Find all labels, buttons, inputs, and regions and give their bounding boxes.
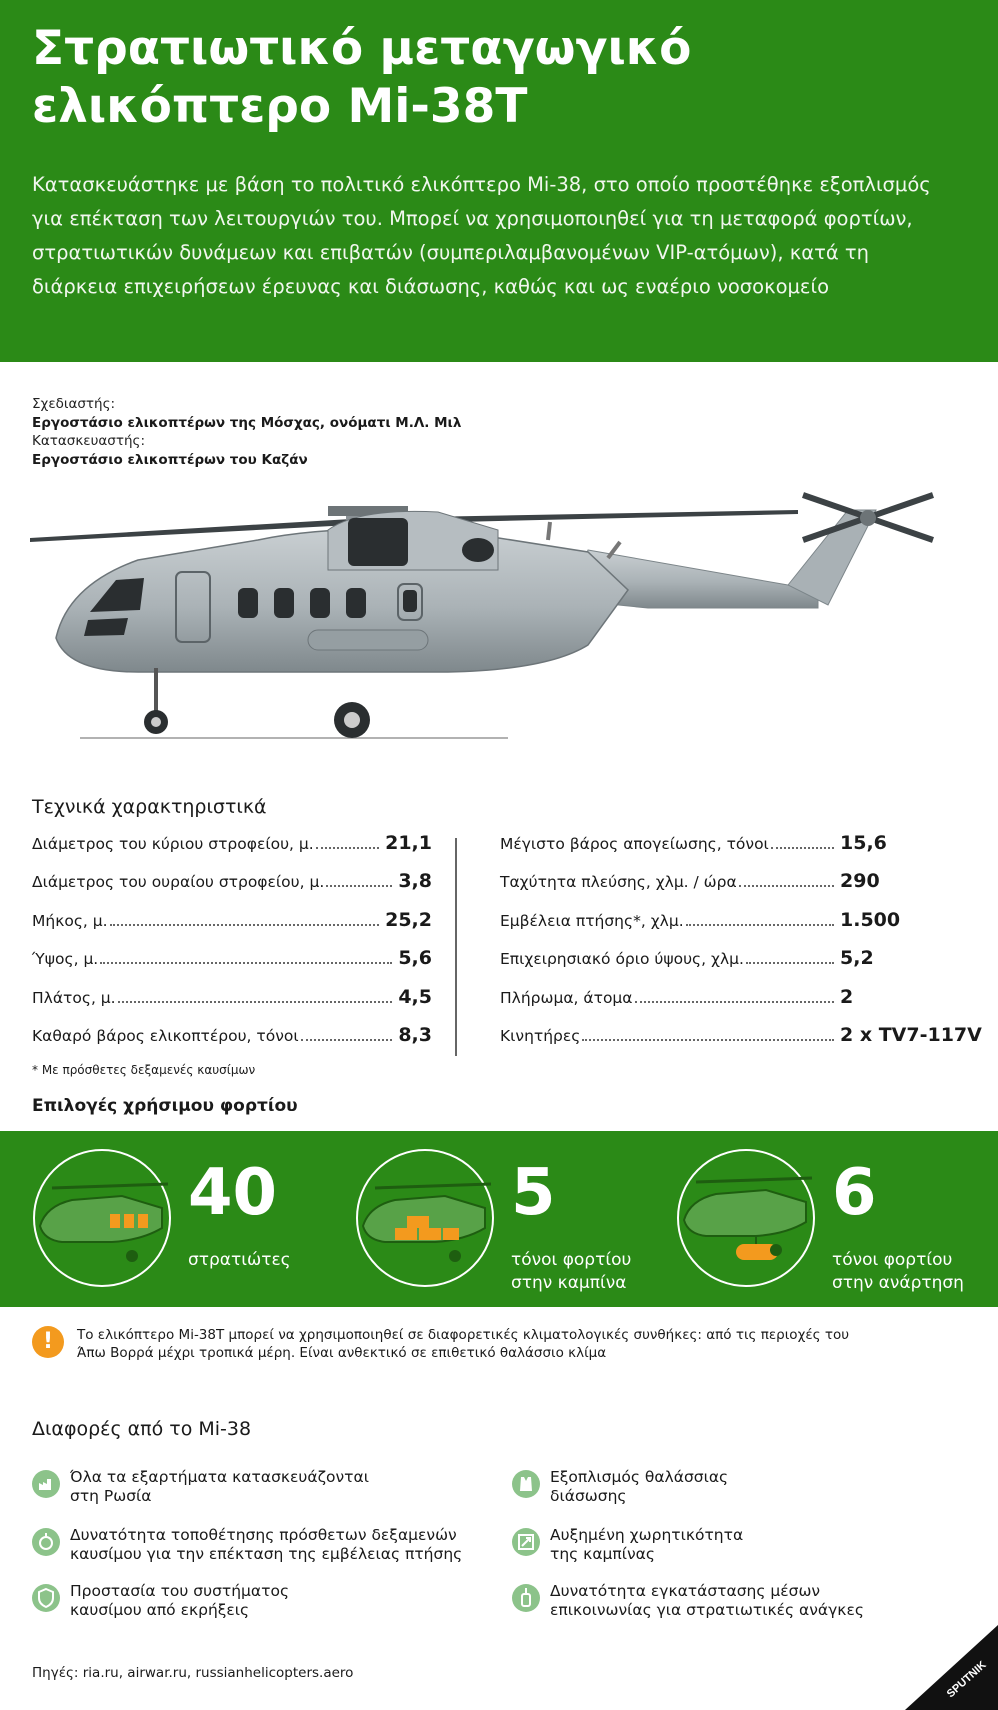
spec-row (32, 986, 432, 1024)
spec-value: 4,5 (398, 985, 432, 1008)
dot-leader (739, 885, 834, 887)
dot-leader (686, 924, 834, 926)
dot-leader (316, 847, 379, 849)
designer-value: Εργοστάσιο ελικοπτέρων της Μόσχας, ονόματι Μ.Λ. Μιλ (32, 414, 462, 431)
factory-icon (32, 1470, 60, 1498)
fuel-tank-icon (32, 1528, 60, 1556)
payload-desc-line1: τόνοι φορτίου (832, 1250, 953, 1270)
payload-number: 6 (832, 1156, 877, 1230)
expand-icon (512, 1528, 540, 1556)
helicopter-cabin-cargo-icon (355, 1148, 495, 1288)
spec-name: Επιχειρησιακό όριο ύψους, χλμ. (500, 950, 744, 969)
spec-name: Διάμετρος του κύριου στροφείου, μ. (32, 835, 314, 853)
spec-value: 2 x TV7-117V (840, 1023, 982, 1046)
spec-name: Εμβέλεια πτήσης*, χλμ. (500, 911, 684, 930)
radio-icon (512, 1584, 540, 1612)
spec-value: 1.500 (840, 908, 901, 931)
dot-leader (635, 1001, 834, 1003)
payload-description (832, 1249, 998, 1295)
spec-row (32, 870, 432, 908)
spec-row (500, 947, 966, 985)
spec-row (32, 832, 432, 870)
spec-name: Καθαρό βάρος ελικοπτέρου, τόνοι (32, 1026, 299, 1045)
designer-label: Σχεδιαστής: (32, 396, 116, 412)
difference-line2: διάσωσης (550, 1487, 627, 1505)
payload-number: 40 (188, 1156, 278, 1230)
spec-value: 15,6 (840, 832, 887, 854)
spec-value: 5,2 (840, 947, 874, 970)
difference-text (550, 1468, 950, 1506)
payload-cabin-cargo (355, 1148, 655, 1293)
spec-row (32, 909, 432, 947)
life-vest-icon (512, 1470, 540, 1498)
spec-row (500, 1023, 982, 1062)
spec-name: Κινητήρες (500, 1026, 581, 1045)
spec-name: Ύψος, μ. (32, 950, 99, 969)
difference-line2: επικοινωνίας για στρατιωτικές ανάγκες (550, 1601, 864, 1619)
difference-text (70, 1468, 470, 1506)
differences-title: Διαφορές από το Mi-38 (32, 1418, 252, 1440)
spec-row (500, 870, 966, 908)
spec-name: Πλήρωμα, άτομα (500, 988, 633, 1007)
helicopter-illustration (28, 490, 968, 750)
sputnik-logo (905, 1625, 998, 1710)
dot-leader (100, 962, 392, 964)
header-banner (0, 0, 998, 362)
spec-name: Ταχύτητα πλεύσης, χλμ. / ώρα (500, 873, 737, 892)
difference-line1: Αυξημένη χωρητικότητα (550, 1526, 744, 1544)
payload-band (0, 1131, 998, 1307)
dot-leader (110, 924, 380, 926)
manufacturer-value: Εργοστάσιο ελικοπτέρων του Καζάν (32, 451, 308, 468)
spec-value: 21,1 (385, 832, 432, 854)
payload-description (511, 1249, 681, 1295)
dot-leader (746, 962, 834, 964)
spec-name: Μέγιστο βάρος απογείωσης, τόνοι (500, 835, 769, 853)
spec-row (32, 947, 432, 985)
payload-desc-line1: στρατιώτες (188, 1250, 291, 1270)
difference-line2: καυσίμου από εκρήξεις (70, 1601, 250, 1619)
difference-line2: στη Ρωσία (70, 1487, 152, 1505)
spec-name: Πλάτος, μ. (32, 988, 116, 1007)
difference-line2: καυσίμου για την επέκταση της εμβέλειας πτήσης (70, 1545, 463, 1563)
specs-footnote: * Με πρόσθετες δεξαμενές καυσίμων (32, 1063, 256, 1077)
dot-leader (771, 847, 834, 849)
difference-text (70, 1582, 470, 1620)
makers-block (32, 395, 461, 469)
specs-divider (455, 838, 457, 1056)
sources: Πηγές: ria.ru, airwar.ru, russianhelicopters.aero (32, 1665, 354, 1681)
difference-line2: της καμπίνας (550, 1545, 655, 1563)
spec-value: 8,3 (398, 1023, 432, 1046)
payload-desc-line2: στην καμπίνα (511, 1273, 627, 1293)
payload-title: Επιλογές χρήσιμου φορτίου (32, 1096, 298, 1116)
payload-sling-cargo (676, 1148, 986, 1293)
spec-row (500, 986, 966, 1024)
difference-line1: Δυνατότητα τοποθέτησης πρόσθετων δεξαμενών (70, 1526, 457, 1544)
payload-desc-line1: τόνοι φορτίου (511, 1250, 632, 1270)
spec-value: 5,6 (398, 947, 432, 970)
logo-text: SPUTNIK (944, 1659, 989, 1701)
difference-text (550, 1582, 950, 1620)
payload-number: 5 (511, 1156, 556, 1230)
difference-line1: Δυνατότητα εγκατάστασης μέσων (550, 1582, 821, 1600)
dot-leader (118, 1001, 393, 1003)
payload-desc-line2: στην ανάρτηση (832, 1273, 964, 1293)
warning-icon: ! (32, 1326, 64, 1358)
intro-paragraph: Κατασκευάστηκε με βάση το πολιτικό ελικόπτερο Mi-38, στο οποίο προστέθηκε εξοπλισμός για επέκταση των λειτουργιών του. Μπορεί να χρησιμοποιηθεί για τη μεταφορά φορτίων, στρατιωτικών δυνάμεων και επιβατών (συμπεριλαμβανομένων VIP-ατόμων), κατά τη διάρκεια επιχειρήσεων έρευνας και διάσωσης, καθώς και ως εναέριο νοσοκομείο (32, 173, 931, 298)
spec-row (500, 909, 966, 947)
specs-title: Τεχνικά χαρακτηριστικά (32, 796, 267, 818)
payload-description (188, 1249, 358, 1272)
spec-value: 3,8 (398, 870, 432, 893)
dot-leader (301, 1039, 393, 1041)
specs-left-column (32, 832, 432, 1062)
spec-value: 290 (840, 870, 880, 893)
difference-text (550, 1526, 950, 1564)
spec-row (32, 1024, 432, 1062)
payload-troops (32, 1148, 332, 1288)
spec-name: Διάμετρος του ουραίου στροφείου, μ. (32, 873, 325, 892)
specs-right-column (500, 832, 982, 1062)
spec-name: Μήκος, μ. (32, 911, 108, 930)
spec-value: 25,2 (385, 908, 432, 931)
difference-line1: Εξοπλισμός θαλάσσιας (550, 1468, 729, 1486)
difference-line1: Προστασία του συστήματος (70, 1582, 290, 1600)
difference-text (70, 1526, 470, 1564)
climate-note: Το ελικόπτερο Mi-38T μπορεί να χρησιμοποιηθεί σε διαφορετικές κλιματολογικές συνθήκες: από τις περιοχές του Άπω Βορρά μέχρι τροπικά μέρη. Είναι ανθεκτικό σε επιθετικό θαλάσσιο κλίμα (77, 1327, 850, 1361)
shield-icon (32, 1584, 60, 1612)
spec-row (500, 832, 966, 870)
page-title: Στρατιωτικό μεταγωγικό ελικόπτερο Mi-38T (32, 21, 692, 134)
helicopter-troops-icon (32, 1148, 172, 1288)
dot-leader (326, 885, 392, 887)
dot-leader (582, 1039, 834, 1041)
manufacturer-label: Κατασκευαστής: (32, 433, 146, 449)
spec-value: 2 (840, 985, 854, 1008)
helicopter-sling-cargo-icon (676, 1148, 816, 1288)
difference-line1: Όλα τα εξαρτήματα κατασκευάζονται (70, 1468, 369, 1486)
